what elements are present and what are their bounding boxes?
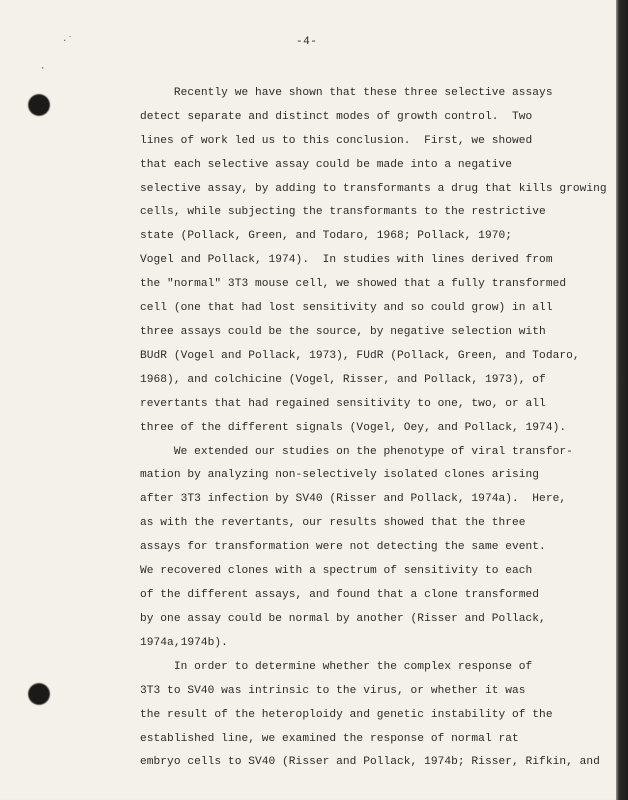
- text-line: state (Pollack, Green, and Todaro, 1968; Pollack, 1970;: [140, 230, 512, 242]
- text-line: detect separate and distinct modes of growth control. Two: [140, 111, 533, 123]
- text-line: 1974a,1974b).: [140, 637, 228, 649]
- text-line: cell (one that had lost sensitivity and so could grow) in all: [140, 302, 553, 314]
- text-line: 1968), and colchicine (Vogel, Risser, and Pollack, 1973), of: [140, 374, 546, 386]
- text-line: three of the different signals (Vogel, Oey, and Pollack, 1974).: [140, 422, 567, 434]
- text-line: assays for transformation were not detecting the same event.: [140, 541, 546, 553]
- text-line: by one assay could be normal by another (Risser and Pollack,: [140, 613, 546, 625]
- scan-edge: [616, 0, 628, 800]
- punch-hole-top: [29, 95, 49, 115]
- text-line: the result of the heteroploidy and genetic instability of the: [140, 709, 553, 721]
- page-number: -4-: [296, 36, 318, 48]
- text-line: established line, we examined the response of normal rat: [140, 733, 519, 745]
- text-line: Vogel and Pollack, 1974). In studies with lines derived from: [140, 254, 553, 266]
- text-line: of the different assays, and found that a clone transformed: [140, 589, 540, 601]
- text-line: 3T3 to SV40 was intrinsic to the virus, or whether it was: [140, 685, 526, 697]
- text-line: embryo cells to SV40 (Risser and Pollack, 1974b; Risser, Rifkin, and: [140, 756, 600, 768]
- text-line: lines of work led us to this conclusion. First, we showed: [140, 135, 533, 147]
- text-line: as with the revertants, our results showed that the three: [140, 517, 526, 529]
- text-line: cells, while subjecting the transformants to the restrictive: [140, 206, 546, 218]
- paper-speck: ⋅: [40, 64, 46, 74]
- punch-hole-bottom: [29, 684, 49, 704]
- text-line: mation by analyzing non-selectively isolated clones arising: [140, 469, 540, 481]
- text-line: BUdR (Vogel and Pollack, 1973), FUdR (Pollack, Green, and Todaro,: [140, 350, 580, 362]
- text-line: In order to determine whether the complex response of: [140, 661, 533, 673]
- text-line: the "normal" 3T3 mouse cell, we showed that a fully transformed: [140, 278, 567, 290]
- text-line: selective assay, by adding to transformants a drug that kills growing: [140, 183, 607, 195]
- paper-speck: ·˙: [62, 36, 73, 46]
- text-line: We extended our studies on the phenotype of viral transfor-: [140, 446, 573, 458]
- text-line: after 3T3 infection by SV40 (Risser and Pollack, 1974a). Here,: [140, 493, 567, 505]
- text-line: three assays could be the source, by negative selection with: [140, 326, 546, 338]
- text-line: We recovered clones with a spectrum of sensitivity to each: [140, 565, 533, 577]
- text-line: revertants that had regained sensitivity to one, two, or all: [140, 398, 546, 410]
- text-line: that each selective assay could be made into a negative: [140, 159, 512, 171]
- text-line: Recently we have shown that these three selective assays: [140, 87, 553, 99]
